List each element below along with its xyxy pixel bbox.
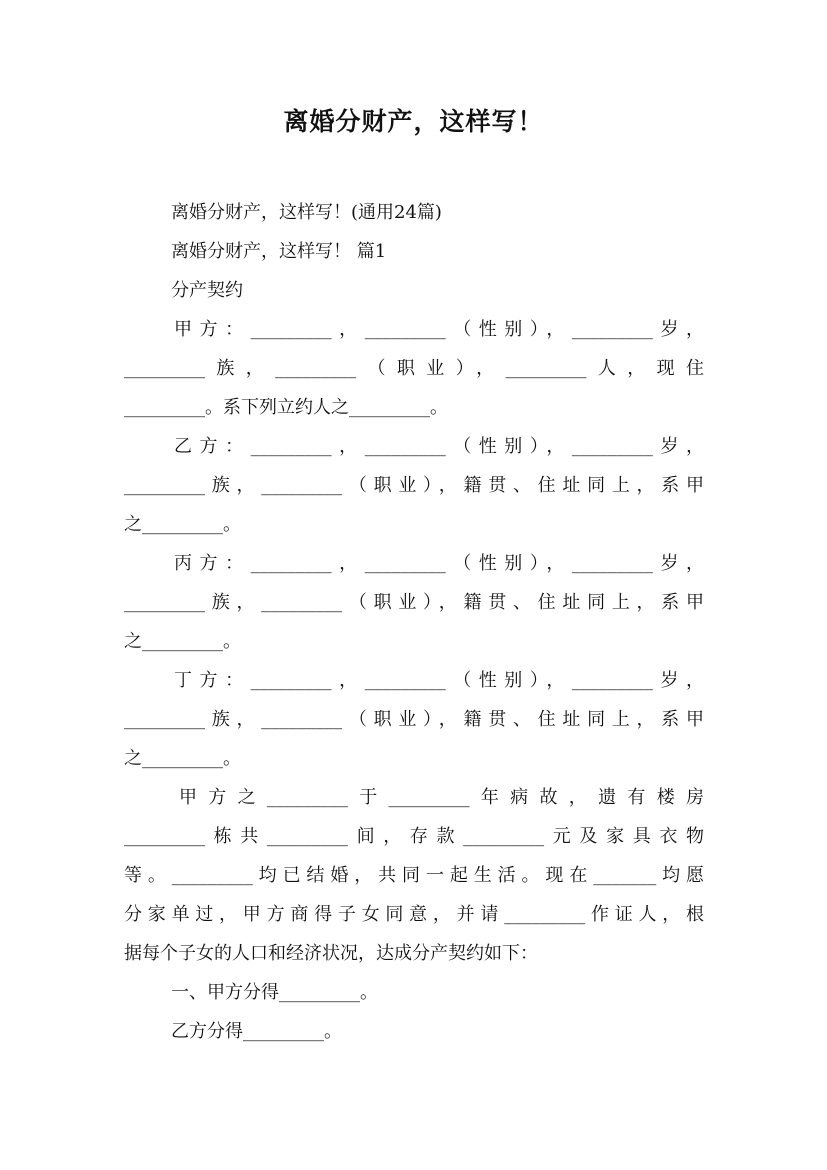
text-line: 之_________。 <box>124 514 241 535</box>
text-line: 乙方：_________，_________（性别），_________岁， <box>174 436 704 457</box>
text-line: 等。_________均已结婚，共同一起生活。现在_______均愿 <box>124 865 704 886</box>
text-line: _________栋共_________间，存款_________元及家具衣物 <box>124 826 704 847</box>
document-title: 离婚分财产，这样写！ <box>283 107 544 136</box>
text-line: 甲方：_________，_________（性别），_________岁， <box>174 319 704 340</box>
text-line: _________族，_________（职业），籍贯、住址同上，系甲 <box>124 475 704 496</box>
text-line: 之_________。 <box>124 631 241 652</box>
text-line: 丁方：_________，_________（性别），_________岁， <box>174 670 704 691</box>
text-line: 丙方：_________，_________（性别），_________岁， <box>174 553 704 574</box>
text-line: 离婚分财产，这样写！(通用24篇) <box>171 202 442 223</box>
text-line: _________族，_________（职业），籍贯、住址同上，系甲 <box>124 592 704 613</box>
text-line: _________族，_________（职业），籍贯、住址同上，系甲 <box>124 709 704 730</box>
text-line: 分产契约 <box>171 280 243 301</box>
text-line: _________。系下列立约人之_________。 <box>124 397 448 418</box>
text-line: 离婚分财产，这样写！ 篇1 <box>171 241 387 262</box>
text-line: 一、甲方分得_________。 <box>171 982 378 1003</box>
text-line: 甲方之_________于_________年病故，遗有楼房 <box>179 787 704 808</box>
document-body <box>124 193 704 1051</box>
text-line: 之_________。 <box>124 748 241 769</box>
text-line: 分家单过，甲方商得子女同意，并请_________作证人，根 <box>124 904 704 925</box>
text-line: 乙方分得_________。 <box>171 1021 342 1042</box>
text-line: 据每个子女的人口和经济状况，达成分产契约如下： <box>124 943 538 964</box>
text-line: _________族，_________（职业），_________人，现住 <box>124 358 704 379</box>
